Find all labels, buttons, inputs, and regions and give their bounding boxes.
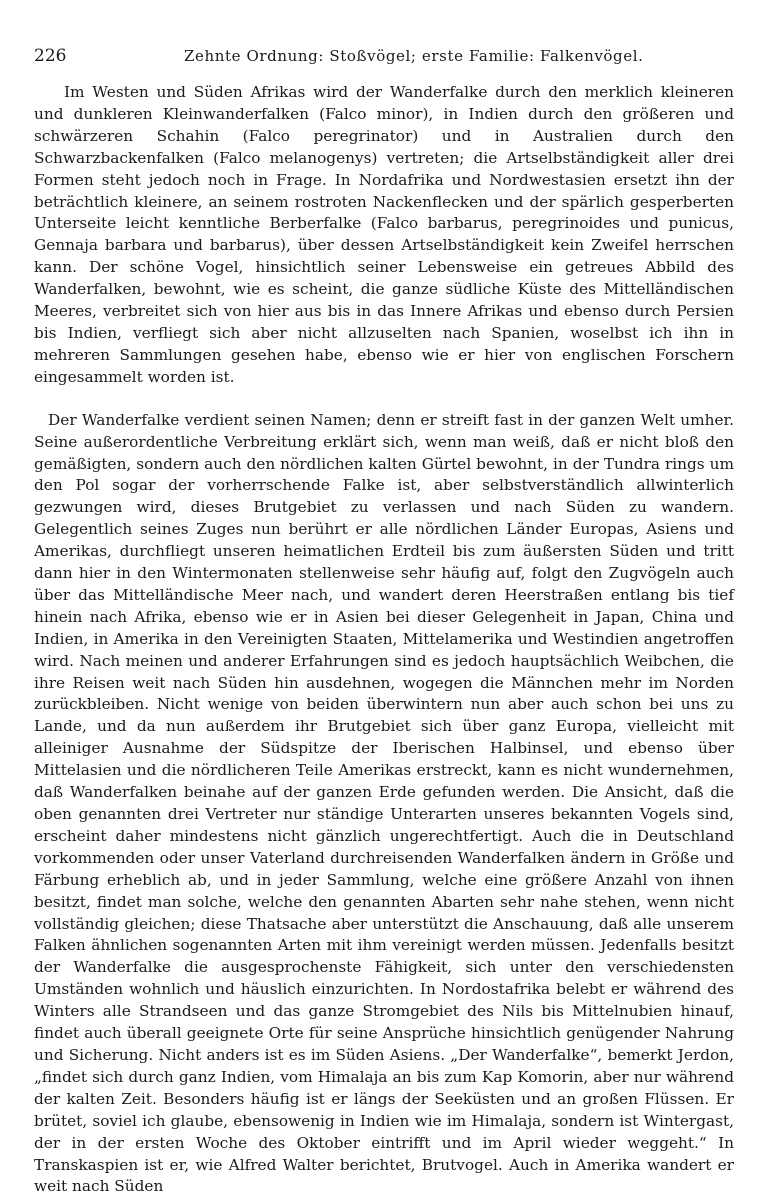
running-header [34, 40, 734, 72]
book-page [34, 40, 734, 1198]
page-number: 226 [34, 46, 67, 66]
running-title: Zehnte Ordnung: Stoßvögel; erste Familie: Falkenvögel. [184, 47, 644, 65]
paragraph-distribution: Der Wanderfalke verdient seinen Namen; denn er streift fast in der ganzen Welt umher. Seine außerordentliche Verbreitung erklärt sich, wenn man weiß, daß er nicht bloß den gemäßigten, sondern auch den nördlichen kalten Gürtel bewohnt, in der Tundra rings um den Pol sogar der vorherrschende Falke ist, aber selbstverständlich allwinterlich gezwungen wird, dieses Brutgebiet zu verlassen und nach Süden zu wandern. Gelegentlich seines Zuges nun berührt er alle nördlichen Länder Europas, Asiens und Amerikas, durchfliegt unseren heimatlichen Erdteil bis zum äußersten Süden und tritt dann hier in den Wintermonaten stellenweise sehr häufig auf, folgt den Zugvögeln auch über das Mittelländische Meer nach, und wandert deren Heerstraßen entlang bis tief hinein nach Afrika, ebenso wie er in Asien bei dieser Gelegenheit in Japan, China und Indien, in Amerika in den Vereinigten Staaten, Mittelamerika und Westindien angetroffen wird. Nach meinen und anderer Erfahrungen sind es jedoch hauptsächlich Weibchen, die ihre Reisen weit nach Süden hin ausdehnen, wogegen die Männchen mehr im Norden zurückbleiben. Nicht wenige von beiden überwintern nun aber auch schon bei uns zu Lande, und da nun außerdem ihr Brutgebiet sich über ganz Europa, vielleicht mit alleiniger Ausnahme der Südspitze der Iberischen Halbinsel, und ebenso über Mittelasien und die nördlicheren Teile Amerikas erstreckt, kann es nicht wundernehmen, daß Wanderfalken beinahe auf der ganzen Erde gefunden werden. Die Ansicht, daß die oben genannten drei Vertreter nur ständige Unterarten unseres bekannten Vogels sind, erscheint daher mindestens nicht gänzlich ungerechtfertigt. Auch die in Deutschland vorkommenden oder unser Vaterland durchreisenden Wanderfalken ändern in Größe und Färbung erheblich ab, und in jeder Sammlung, welche eine größere Anzahl von ihnen besitzt, findet man solche, welche den genannten Abarten sehr nahe stehen, wenn nicht vollständig gleichen; diese Thatsache aber unterstützt die Anschauung, daß alle unserem Falken ähnlichen sogenannten Arten mit ihm vereinigt werden müssen. Jedenfalls besitzt der Wanderfalke die ausgesprochenste Fähigkeit, sich unter den verschiedensten Umständen wohnlich und häuslich einzurichten. In Nordostafrika belebt er während des Winters alle Strandseen und das ganze Stromgebiet des Nils bis Mittelnubien hinauf, findet auch überall geeignete Orte für seine Ansprüche hinsichtlich genügender Nahrung und Sicherung. Nicht anders ist es im Süden Asiens. „Der Wanderfalke“, bemerkt Jerdon, „findet sich durch ganz Indien, vom Himalaja an bis zum Kap Komorin, aber nur während der kalten Zeit. Besonders häufig ist er längs der Seeküsten und an großen Flüssen. Er brütet, soviel ich glaube, ebensowenig in Indien wie im Himalaja, sondern ist Wintergast, der in der ersten Woche des Oktober eintrifft und im April wieder weggeht.“ In Transkaspien ist er, wie Alfred Walter berichtet, Brutvogel. Auch in Amerika wandert er weit nach Süden [34, 410, 734, 1196]
paragraph-subspecies: Im Westen und Süden Afrikas wird der Wanderfalke durch den merklich kleineren und dunkleren Kleinwanderfalken (Falco minor), in Indien durch den größeren und schwärzeren Schahin (Falco peregrinator) und in Australien durch den Schwarzbackenfalken (Falco melanogenys) vertreten; die Artselbständigkeit aller drei Formen steht jedoch noch in Frage. In Nordafrika und Nordwestasien ersetzt ihn der beträchtlich kleinere, an seinem rostroten Nackenflecken und der spärlich gesperberten Unterseite leicht kenntliche Berberfalke (Falco barbarus, peregrinoides und punicus, Gennaja barbara und barbarus), über dessen Artselbständigkeit kein Zweifel herrschen kann. Der schöne Vogel, hinsichtlich seiner Lebensweise ein getreues Abbild des Wanderfalken, bewohnt, wie es scheint, die ganze südliche Küste des Mittelländischen Meeres, verbreitet sich von hier aus bis in das Innere Afrikas und ebenso durch Persien bis Indien, verfliegt sich aber nicht allzuselten nach Spanien, woselbst ich ihn in mehreren Sammlungen gesehen habe, ebenso wie er hier von englischen Forschern eingesammelt worden ist. [34, 83, 734, 386]
